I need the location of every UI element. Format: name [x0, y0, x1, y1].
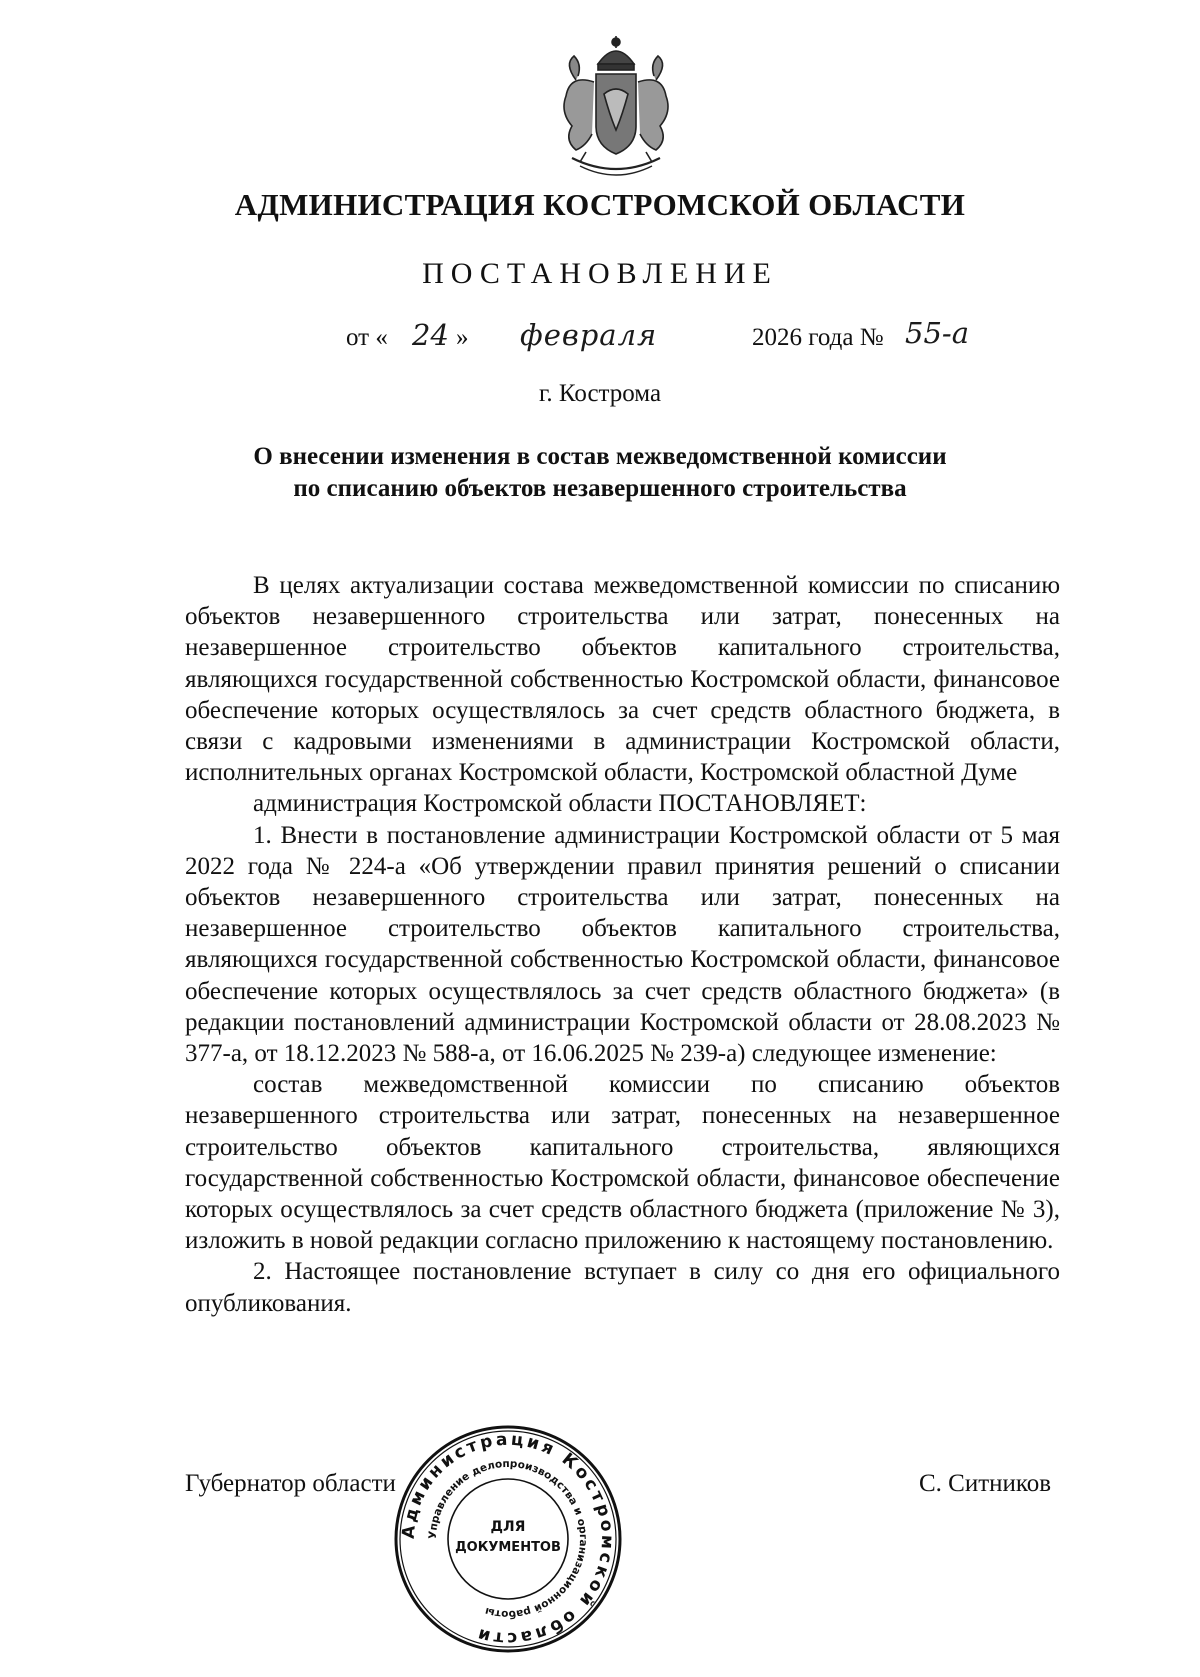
date-prefix: от «	[346, 324, 388, 351]
stamp-ring-text: Администрация Костромской области	[398, 1429, 618, 1649]
city: г. Кострома	[538, 380, 662, 407]
paragraph-preamble: В целях актуализации состава межведомственной комиссии по списанию объектов незавершенного строительства или затрат, понесенных на незавершенное строительство объектов капитального строительства, являющихся государственной собственностью Костромской области, финансовое обеспечение которых осуществлялось за счет средств областного бюджета, в связи с кадровыми изменениями в администрации Костромской области, исполнительных органах Костромской области, Костромской областной Думе	[185, 572, 1060, 787]
signatory-name: С. Ситников	[919, 1470, 1052, 1497]
org-title: АДМИНИСТРАЦИЯ КОСТРОМСКОЙ ОБЛАСТИ	[234, 187, 966, 222]
document-type: ПОСТАНОВЛЕНИЕ	[422, 257, 778, 290]
subject-line-2: по списанию объектов незавершенного строительства	[293, 475, 907, 502]
paragraph-item-1: 1. Внести в постановление администрации Костромской области от 5 мая 2022 года № 224-а «Об утверждении правил принятия решений о списании объектов незавершенного строительства или затрат, понесенных на незавершенное строительство объектов капитального строительства, являющихся государственной собственностью Костромской области, финансовое обеспечение которых осуществлялось за счет средств областного бюджета» (в редакции постановлений администрации Костромской области от 28.08.2023 № 377-а, от 18.12.2023 № 588-а, от 16.06.2025 № 239-а) следующее изменение:	[185, 821, 1060, 1068]
date-year-text: 2026 года №	[752, 324, 884, 351]
date-line	[0, 318, 1200, 362]
signatory-position: Губернатор области	[185, 1470, 396, 1497]
paragraph-item-2: 2. Настоящее постановление вступает в силу со дня его официального опубликования.	[185, 1258, 1060, 1317]
paragraph-resolves: администрация Костромской области ПОСТАНОВЛЯЕТ:	[253, 790, 867, 818]
stamp-inner-ring-text: Управление делопроизводства и организационной работы	[426, 1457, 590, 1621]
doc-number: 55-а	[905, 316, 969, 350]
stamp-center-line-1: ДЛЯ	[490, 1519, 526, 1535]
subject-line-1: О внесении изменения в состав межведомственной комиссии	[253, 443, 947, 470]
stamp-center-line-2: ДОКУМЕНТОВ	[455, 1540, 561, 1555]
date-month: февраля	[520, 318, 658, 352]
date-quote-close: »	[456, 324, 469, 351]
paragraph-change: состав межведомственной комиссии по списанию объектов незавершенного строительства или затрат, понесенных на незавершенное строительство объектов капитального строительства, являющихся государственной собственностью Костромской области, финансовое обеспечение которых осуществлялось за счет средств областного бюджета (приложение № 3), изложить в новой редакции согласно приложению к настоящему постановлению.	[185, 1071, 1060, 1255]
subject-title	[0, 441, 1200, 505]
date-day: 24	[412, 318, 449, 352]
official-stamp	[392, 1423, 624, 1655]
svg-text:Управление делопроизводства и	[427, 1458, 589, 1620]
coat-of-arms-icon	[552, 34, 680, 184]
document-body	[185, 570, 1060, 1319]
